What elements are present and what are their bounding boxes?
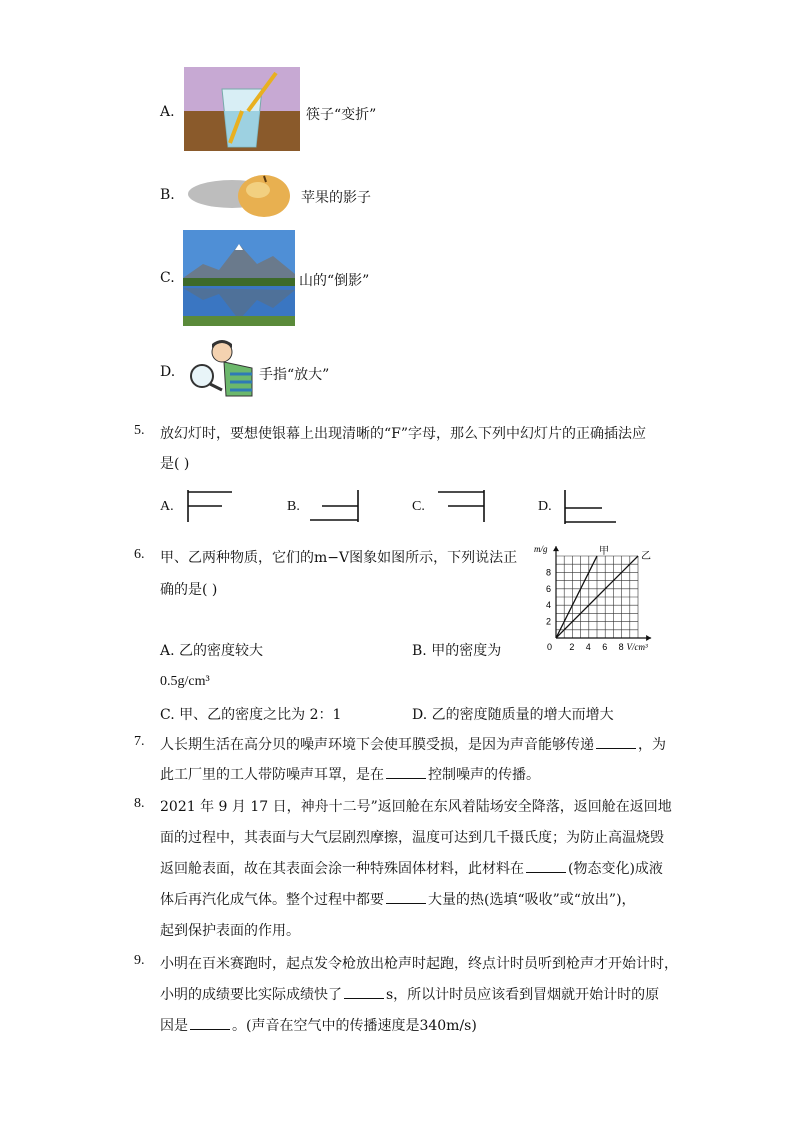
q9-line1: 小明在百米赛跑时，起点发令枪放出枪声时起跑，终点计时员听到枪声才开始计时， xyxy=(160,956,678,972)
q5-number: 5. xyxy=(134,423,145,438)
q9-number: 9. xyxy=(134,953,145,968)
answer-blank[interactable] xyxy=(596,747,636,749)
y-tick-label: 2 xyxy=(546,616,552,627)
x-axis-arrow xyxy=(646,635,651,641)
q5-option-c-figure xyxy=(434,488,490,526)
x-axis-label: V/cm³ xyxy=(626,642,648,652)
option-c-text: 山的“倒影” xyxy=(299,273,370,289)
q5-option-d-letter: D. xyxy=(538,499,552,514)
q8-line5: 起到保护表面的作用。 xyxy=(160,923,300,939)
series-label: 乙 xyxy=(641,551,651,562)
q6-number: 6. xyxy=(134,547,145,562)
q9-line2: 小明的成绩要比实际成绩快了 s，所以计时员应该看到冒烟就开始计时的原 xyxy=(160,987,660,1003)
answer-blank[interactable] xyxy=(386,777,426,779)
x-tick-label: 4 xyxy=(585,642,591,652)
q5-option-b-figure xyxy=(306,488,364,526)
q7-line2: 此工厂里的工人带防噪声耳罩，是在 控制噪声的传播。 xyxy=(160,767,540,783)
q5-option-d-figure xyxy=(560,488,620,528)
magnifier-boy-image xyxy=(186,338,256,400)
q8-line2: 面的过程中，其表面与大气层剧烈摩擦，温度可达到几千摄氏度；为防止高温烧毁 xyxy=(160,830,664,846)
y-axis-arrow xyxy=(553,546,559,551)
apple-shadow-image xyxy=(188,172,298,218)
answer-blank[interactable] xyxy=(344,997,384,999)
chopsticks-glass-image xyxy=(184,67,300,151)
option-c-letter: C. xyxy=(160,270,175,286)
q6-option-b: B. 甲的密度为 xyxy=(412,643,502,659)
q7-number: 7. xyxy=(134,734,145,749)
x-tick-label: 8 xyxy=(618,642,624,652)
y-tick-label: 6 xyxy=(546,583,552,594)
x-tick-label: 2 xyxy=(569,642,575,652)
option-a-text: 筷子“变折” xyxy=(306,107,377,123)
q5-line2: 是( ) xyxy=(160,456,190,472)
origin-label: 0 xyxy=(547,642,553,652)
mountain-reflection-image xyxy=(183,230,295,326)
q5-line1: 放幻灯时，要想使银幕上出现清晰的“F”字母，那么下列中幻灯片的正确插法应 xyxy=(160,426,647,442)
y-tick-label: 8 xyxy=(546,567,552,578)
q6-line2: 确的是( ) xyxy=(160,582,218,598)
y-tick-label: 4 xyxy=(546,600,552,611)
option-b-text: 苹果的影子 xyxy=(301,190,371,206)
q6-option-b-cont: 0.5g/cm³ xyxy=(160,674,210,689)
option-b-letter: B. xyxy=(160,187,175,203)
y-axis-label: m/g xyxy=(534,544,548,554)
option-d-text: 手指“放大” xyxy=(259,367,330,383)
mv-chart xyxy=(532,538,660,656)
series-label: 甲 xyxy=(599,546,609,557)
answer-blank[interactable] xyxy=(526,871,566,873)
answer-blank[interactable] xyxy=(386,902,426,904)
q9-line3: 因是 。(声音在空气中的传播速度是340m/s) xyxy=(160,1018,477,1034)
q6-option-d: D. 乙的密度随质量的增大而增大 xyxy=(412,707,614,723)
q8-line3: 返回舱表面，故在其表面会涂一种特殊固体材料，此材料在 (物态变化)成液 xyxy=(160,861,663,877)
q5-option-b-letter: B. xyxy=(287,499,300,514)
q6-line1: 甲、乙两种物质，它们的m−V图象如图所示，下列说法正 xyxy=(160,550,518,566)
q7-line1: 人长期生活在高分贝的噪声环境下会使耳膜受损，是因为声音能够传递 ，为 xyxy=(160,737,666,753)
q8-number: 8. xyxy=(134,796,145,811)
x-tick-label: 6 xyxy=(602,642,608,652)
q8-line1: 2021 年 9 月 17 日，神舟十二号”返回舱在东风着陆场安全降落，返回舱在返回地 xyxy=(160,799,672,815)
q5-option-c-letter: C. xyxy=(412,499,425,514)
q6-option-c: C. 甲、乙的密度之比为 2：1 xyxy=(160,707,342,723)
q5-option-a-figure xyxy=(184,488,236,526)
option-d-letter: D. xyxy=(160,364,176,380)
q5-option-a-letter: A. xyxy=(160,499,174,514)
option-a-letter: A. xyxy=(160,104,175,120)
q8-line4: 体后再汽化成气体。整个过程中都要 大量的热(选填“吸收”或“放出”)， xyxy=(160,892,636,908)
answer-blank[interactable] xyxy=(190,1028,230,1030)
q6-option-a: A. 乙的密度较大 xyxy=(160,643,264,659)
